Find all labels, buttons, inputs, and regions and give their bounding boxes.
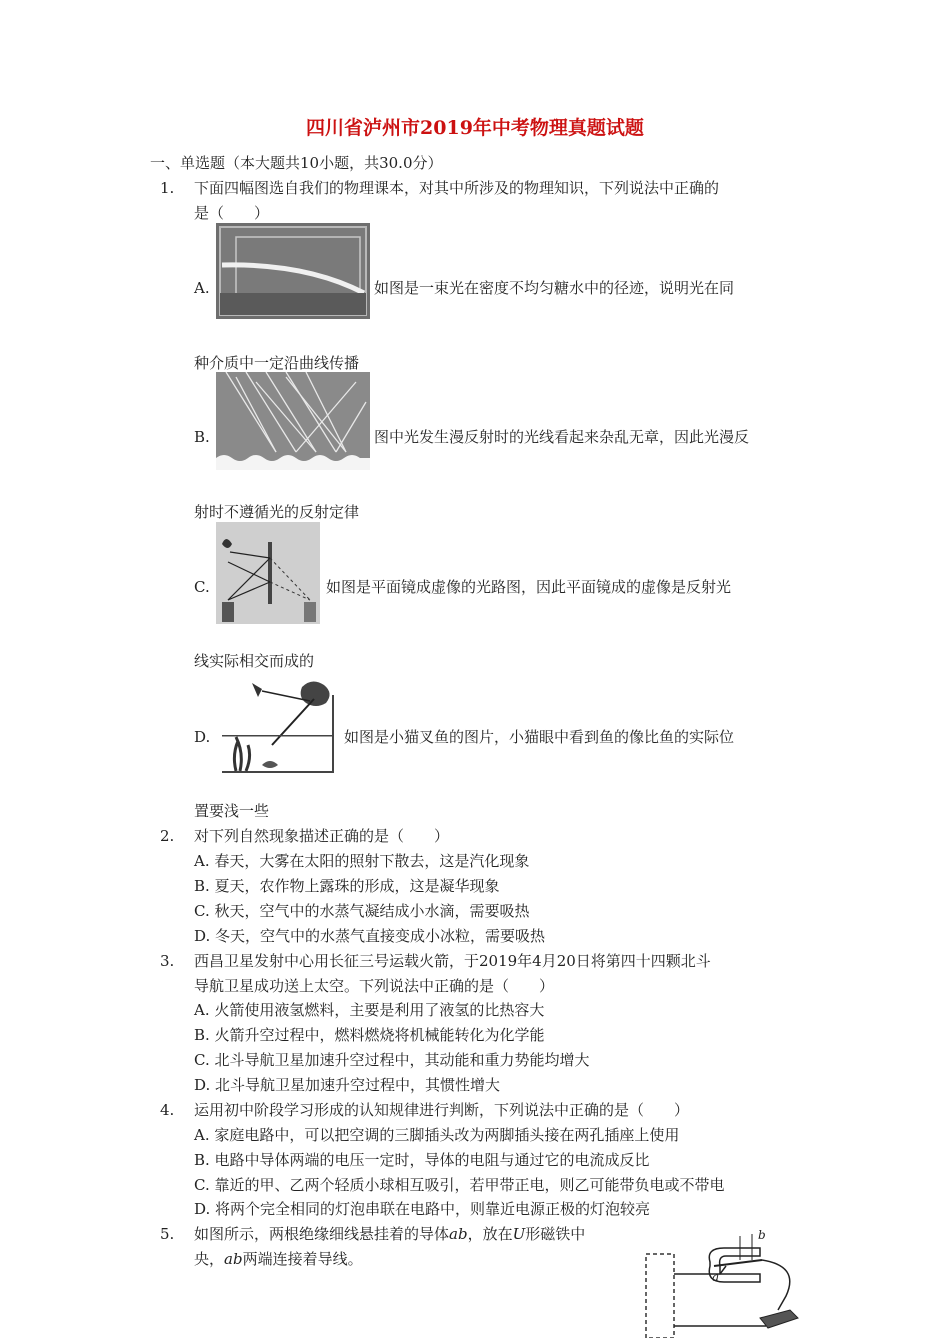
q1-option-c-text-cont: 线实际相交而成的 bbox=[194, 652, 315, 670]
conductor-magnet-figure bbox=[640, 1226, 820, 1338]
cat-spearing-fish-figure bbox=[222, 675, 338, 775]
q1-number: 1. bbox=[160, 179, 175, 197]
q1-stem-line2: 是（ ） bbox=[194, 204, 270, 222]
q1-stem-line1: 下面四幅图选自我们的物理课本，对其中所涉及的物理知识，下列说法中正确的 bbox=[194, 179, 720, 197]
q2-number: 2. bbox=[160, 827, 175, 845]
q1-option-b-label: B. bbox=[194, 428, 210, 446]
q2-option-c: C. 秋天，空气中的水蒸气凝结成小水滴，需要吸热 bbox=[194, 902, 530, 920]
q2-option-d: D. 冬天，空气中的水蒸气直接变成小冰粒，需要吸热 bbox=[194, 927, 546, 945]
q2-option-b: B. 夏天，农作物上露珠的形成，这是凝华现象 bbox=[194, 877, 500, 895]
section-heading: 一、单选题（本大题共10小题，共30.0分） bbox=[150, 154, 443, 172]
q3-option-a: A. 火箭使用液氢燃料，主要是利用了液氢的比热容大 bbox=[194, 1001, 545, 1019]
q3-option-c: C. 北斗导航卫星加速升空过程中，其动能和重力势能均增大 bbox=[194, 1051, 590, 1069]
q1-option-a-text-cont: 种介质中一定沿曲线传播 bbox=[194, 354, 360, 372]
plane-mirror-image-figure bbox=[216, 522, 320, 624]
q3-option-d: D. 北斗导航卫星加速升空过程中，其惯性增大 bbox=[194, 1076, 501, 1094]
q2-stem: 对下列自然现象描述正确的是（ ） bbox=[194, 827, 450, 845]
q1-option-d-text-cont: 置要浅一些 bbox=[194, 802, 270, 820]
q4-option-a: A. 家庭电路中，可以把空调的三脚插头改为两脚插头接在两孔插座上使用 bbox=[194, 1126, 680, 1144]
q2-option-a: A. 春天，大雾在太阳的照射下散去，这是汽化现象 bbox=[194, 852, 530, 870]
sugar-water-light-figure bbox=[216, 223, 370, 319]
q5-stem-line2: 央，ab两端连接着导线。 bbox=[194, 1250, 363, 1268]
q1-option-b-text-cont: 射时不遵循光的反射定律 bbox=[194, 503, 360, 521]
q1-option-c-text: 如图是平面镜成虚像的光路图，因此平面镜成的虚像是反射光 bbox=[326, 578, 732, 596]
q5-figure-label-b: b bbox=[758, 1228, 766, 1242]
q4-stem: 运用初中阶段学习形成的认知规律进行判断，下列说法中正确的是（ ） bbox=[194, 1101, 690, 1119]
q3-number: 3. bbox=[160, 952, 175, 970]
q4-option-d: D. 将两个完全相同的灯泡串联在电路中，则靠近电源正极的灯泡较亮 bbox=[194, 1200, 651, 1218]
q4-number: 4. bbox=[160, 1101, 175, 1119]
diffuse-reflection-figure bbox=[216, 372, 370, 470]
q1-option-a-text: 如图是一束光在密度不均匀糖水中的径迹，说明光在同 bbox=[374, 279, 735, 297]
q1-option-a-label: A. bbox=[194, 279, 210, 297]
q1-option-d-text: 如图是小猫叉鱼的图片，小猫眼中看到鱼的像比鱼的实际位 bbox=[344, 728, 735, 746]
q1-option-b-text: 图中光发生漫反射时的光线看起来杂乱无章，因此光漫反 bbox=[374, 428, 750, 446]
q1-option-c-label: C. bbox=[194, 578, 210, 596]
q4-option-b: B. 电路中导体两端的电压一定时，导体的电阻与通过它的电流成反比 bbox=[194, 1151, 650, 1169]
q4-option-c: C. 靠近的甲、乙两个轻质小球相互吸引，若甲带正电，则乙可能带负电或不带电 bbox=[194, 1176, 725, 1194]
q3-stem-line1: 西昌卫星发射中心用长征三号运载火箭，于2019年4月20日将第四十四颗北斗 bbox=[194, 952, 711, 970]
page-title: 四川省泸州市2019年中考物理真题试题 bbox=[306, 117, 644, 139]
q1-option-d-label: D. bbox=[194, 728, 211, 746]
q3-option-b: B. 火箭升空过程中，燃料燃烧将机械能转化为化学能 bbox=[194, 1026, 545, 1044]
q5-figure-label-a: a bbox=[712, 1270, 720, 1284]
q5-number: 5. bbox=[160, 1225, 175, 1243]
q5-stem-line1: 如图所示，两根绝缘细线悬挂着的导体ab，放在U形磁铁中 bbox=[194, 1225, 586, 1243]
q3-stem-line2: 导航卫星成功送上太空。下列说法中正确的是（ ） bbox=[194, 977, 555, 995]
